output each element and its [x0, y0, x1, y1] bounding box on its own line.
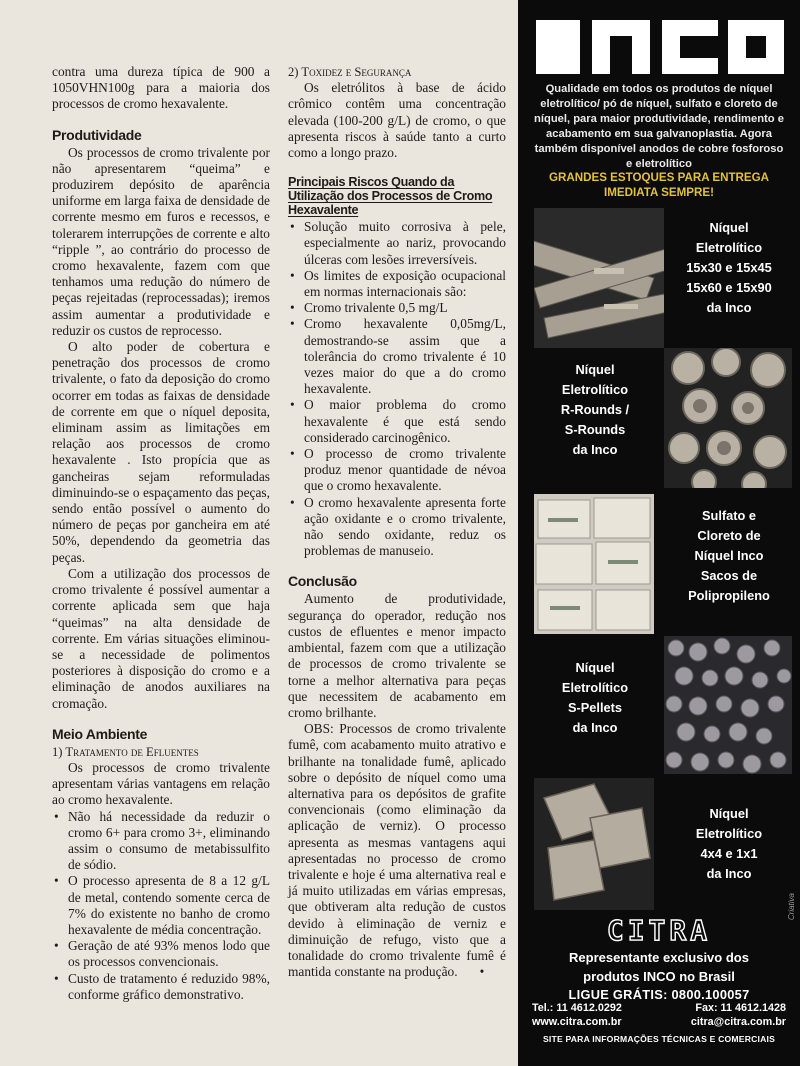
agency-credit: Criativa [787, 893, 796, 921]
stock-banner: GRANDES ESTOQUES PARA ENTREGA IMEDIATA SEMPRE! [548, 171, 770, 199]
paragraph: Os eletrólitos à base de ácido crômico contêm uma concentração elevada (100-200 g/L) de cromo, o que apresenta riscos à saúde tanto a curto como a longo prazo. [288, 80, 506, 161]
list-item: • Cromo trivalente 0,5 mg/L [288, 300, 506, 316]
product-nickel-strips [526, 204, 792, 354]
intro-paragraph: contra uma dureza típica de 900 a 1050VHN100g para a maioria dos processos de cromo hexavalente. [52, 64, 270, 112]
paragraph: O alto poder de cobertura e penetração dos processos de cromo trivalente, o fato da deposição do cromo ocorrer em todas as faixas de densidade de corrente em que o níquel deposita, eliminam assim as limitações em relação aos processos de cromo hexavalente . Isto propícia que as gancheiras sejam reformuladas diminuindo-se o espaçamento das peças, sendo então possível o aumento do número de peças por gancheira em até 50%, dependendo da geometria das peças. [52, 339, 270, 565]
ad-footer: SITE PARA INFORMAÇÕES TÉCNICAS E COMERCIAIS [542, 1034, 776, 1044]
bullet-list-riscos [288, 219, 506, 559]
nickel-pellets-photo [664, 636, 792, 774]
product-text: Níquel Eletrolítico 15x30 e 15x45 15x60 e 15x90 da Inco [686, 220, 772, 315]
article-column-1 [52, 64, 270, 1003]
list-item: • Solução muito corrosiva à pele, especialmente ao nariz, provocando úlceras com lesões irreversíveis. [288, 219, 506, 268]
inco-logo-graphic [530, 14, 788, 80]
inco-advertisement [518, 0, 800, 1066]
list-item: • O maior problema do cromo hexavalente é que está sendo considerado carcinogênico. [288, 397, 506, 446]
representative-line-1: Representante exclusivo dos [569, 950, 749, 965]
heading-meio-ambiente: Meio Ambiente [52, 725, 148, 742]
paragraph: Com a utilização dos processos de cromo trivalente é possível aumentar a corrente aplicada sem que haja “queimas” na alta densidade de corrente. Em várias situações eliminou-se a necessidade de polimentos posteriores à disposição do cromo e a eliminação de anodos auxiliares na cromação. [52, 565, 270, 711]
list-item: • O processo de cromo trivalente produz menor quantidade de névoa que o cromo hexavalente. [288, 446, 506, 495]
citra-logo: CITRA [606, 914, 712, 947]
product-text: Níquel Eletrolítico R-Rounds / S-Rounds da Inco [560, 362, 630, 457]
ad-tagline: Qualidade em todos os produtos de níquel eletrolítico/ pó de níquel, sulfato e cloreto de níquel, para maior produtividade, rendimento e acabamento em sua galvanoplastia. Agora também disponível anodos de cobre fosforoso e eletrolítico [534, 83, 784, 170]
email-link[interactable]: citra@citra.com.br [690, 1016, 786, 1028]
product-nickel-squares [526, 774, 792, 924]
subheading-toxidez: 2) Toxidez e Segurança [288, 65, 412, 79]
sulfate-bags-photo [534, 494, 654, 634]
nickel-strips-photo [534, 208, 664, 348]
product-nickel-pellets [526, 632, 792, 782]
nickel-squares-photo [534, 778, 654, 910]
subheading-tratamento: 1) Tratamento de Efluentes [52, 744, 199, 759]
product-text: Sulfato e Cloreto de Níquel Inco Sacos de Polipropileno [688, 508, 770, 603]
list-item: • O processo apresenta de 8 a 12 g/L de metal, contendo somente cerca de 7% do existente no banho de cromo hexavalente de média concentração. [52, 873, 270, 938]
product-text: Níquel Eletrolítico 4x4 e 1x1 da Inco [695, 806, 763, 881]
nickel-rounds-photo [664, 348, 792, 488]
list-item: • Os limites de exposição ocupacional em normas internacionais são: [288, 268, 506, 300]
end-mark: • [479, 964, 485, 980]
obs-text: OBS: Processos de cromo trivalente fumê, com acabamento muito atrativo e brilhante na tonalidade fumê, aplicado sobre o depósito de níquel como uma alternativa para os depósitos de grafite convencionais (como eliminação da aplicação de verniz). O processo apresenta as mesmas vantagens aqui apresentadas no processo de cromo trivalente e hoje é uma alternativa real e já muito utilizadas em várias empresas, que obtiveram alta redução de custos devido à eliminação de verniz e diminuição de refugo, visto que a tonalidade do cromo trivalente fumê é mantida constante na produção. [288, 721, 506, 980]
list-item: • Custo de tratamento é reduzido 98%, conforme gráfico demonstrativo. [52, 971, 270, 1003]
website-link[interactable]: www.citra.com.br [532, 1016, 622, 1028]
contact-block [532, 1001, 786, 1029]
list-item: • Cromo hexavalente 0,05mg/L, demostrando-se assim que a tolerância do cromo trivalente é 10 vezes maior do que a do cromo hexavalente. [288, 316, 506, 397]
fax-number: Fax: 11 4612.1428 [695, 1002, 786, 1014]
bullet-list-efluentes [52, 809, 270, 1003]
heading-conclusao: Conclusão [288, 573, 357, 590]
list-item: • Geração de até 93% menos lodo que os processos convencionais. [52, 938, 270, 970]
inco-logo [530, 14, 788, 80]
phone-number: Tel.: 11 4612.0292 [532, 1002, 622, 1014]
product-nickel-rounds [526, 346, 792, 496]
paragraph: Os processos de cromo trivalente apresentam várias vantagens em relação ao cromo hexavalente. [52, 759, 270, 808]
product-nickel-sulfate [526, 490, 792, 640]
heading-principais-riscos: Principais Riscos Quando da Utilização dos Processos de Cromo Hexavalente [288, 175, 493, 218]
paragraph [288, 721, 506, 980]
citra-block [518, 910, 800, 1002]
article-column-2 [288, 64, 506, 980]
list-item: • Não há necessidade da reduzir o cromo 6+ para cromo 3+, eliminando assim o consumo de metabissulfito de sódio. [52, 809, 270, 874]
paragraph: Aumento de produtividade, segurança do operador, redução nos custos de efluentes e menor impacto ambiental, fazem com que a utilização de processos de cromo trivalente se torne a melhor alternativa para peças que necessitem de acabamento em cromo brilhante. [288, 591, 506, 720]
free-phone-line: LIGUE GRÁTIS: 0800.100057 [568, 987, 750, 1002]
product-text: Níquel Eletrolítico S-Pellets da Inco [561, 660, 629, 735]
representative-line-2: produtos INCO no Brasil [583, 969, 735, 984]
paragraph: Os processos de cromo trivalente por não apresentarem “queima” e produzirem depósito de aparência uniforme em larga faixa de densidade de corrente mesmo em furos e recessos, e tolerarem interrupções de corrente e alto “ripple ”, ao contrário do processo de cromo hexavalente, fazem com que tenhamos uma redução do número de peças rejeitadas (reprocessadas); iremos assim aumentar a produtividade e reduzir os custos de reprocesso. [52, 144, 270, 338]
list-item: • O cromo hexavalente apresenta forte ação oxidante e o cromo trivalente, não sendo oxidante, reduz os problemas de manuseio. [288, 495, 506, 560]
heading-produtividade: Produtividade [52, 126, 142, 143]
